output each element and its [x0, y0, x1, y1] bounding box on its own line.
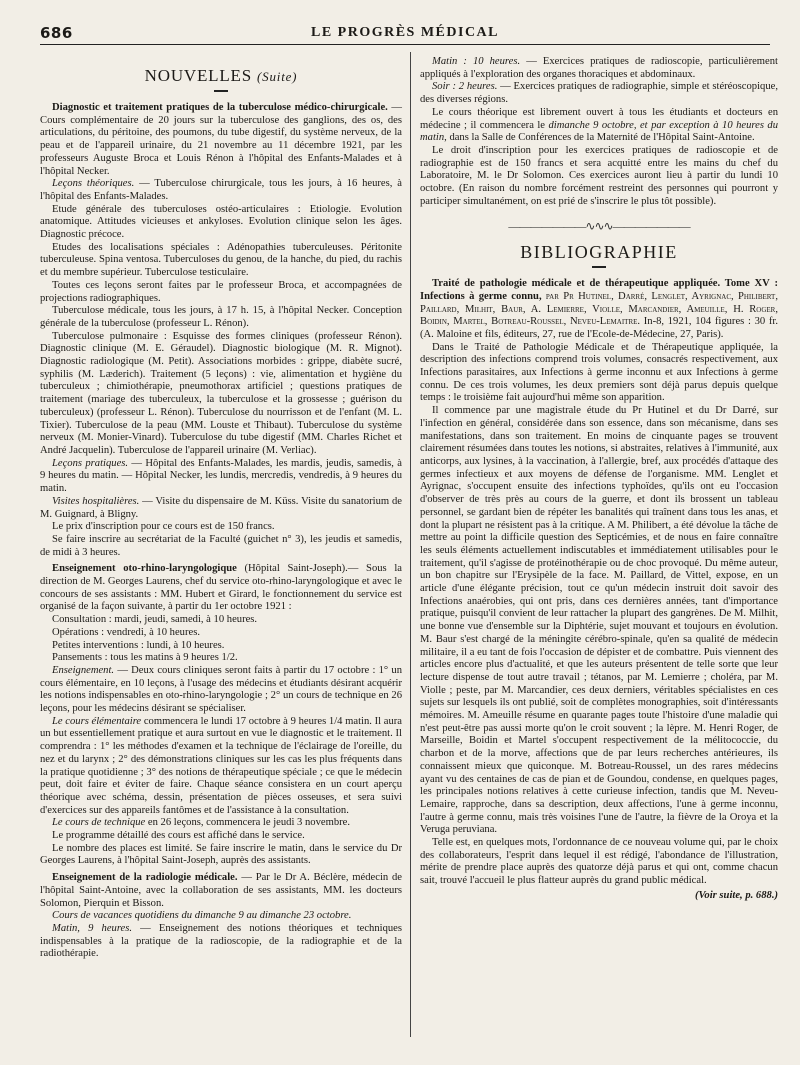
right-column	[420, 56, 778, 903]
book-publisher: In-8, 1921, 104 figures : 30 fr. (A. Maloine et fils, éditeurs, 27, rue de l'Ecole-de-Médecine, 27, Paris).	[420, 316, 779, 340]
schedule-item: Petites interventions : lundi, à 10 heures.	[52, 639, 225, 651]
paragraph: Se faire inscrire au secrétariat de la Faculté (guichet n° 3), les jeudis et samedis, de midi à 3 heures.	[40, 533, 402, 558]
journal-title: LE PROGRÈS MÉDICAL	[310, 25, 500, 40]
pratiques-text: — Hôpital des Enfants-Malades, les mardis, jeudis, samedis, à 9 heures du matin. — Hôpital Necker, les lundis, mercredis, vendredis, à 9 heures du matin.	[40, 457, 402, 495]
enseignement-label: Enseignement.	[52, 664, 115, 676]
cours-theorique-text: Le cours théorique est librement ouvert à tous les étudiants et docteurs en médecine ; il commencera le	[420, 106, 778, 131]
bibliographie-title: BIBLIOGRAPHIE	[520, 242, 678, 263]
left-column	[40, 56, 402, 961]
page-number: 686	[40, 24, 73, 42]
paragraph: Le nombre des places est limité. Se faire inscrire le matin, dans le service du Dr Georges Laurens, à l'hôpital Saint-Joseph, auprès des assistants.	[40, 842, 402, 867]
visites-hospitalieres	[40, 496, 402, 521]
ornament-divider: ———————∿∿∿———————	[508, 219, 690, 234]
title-rule	[214, 90, 228, 92]
radiologie-heading: Enseignement de la radiologie médicale.	[52, 872, 238, 884]
schedule-item: Pansements : tous les matins à 9 heures 1/2.	[52, 652, 238, 664]
paragraph: Le programme détaillé des cours est affiché dans le service.	[52, 830, 305, 842]
lecons-label: Leçons théoriques.	[52, 178, 135, 190]
paragraph: Etude générale des tuberculoses ostéo-articulaires : Etiologie. Evolution anatomique. Attitudes vicieuses et ankyloses. Evolution clinique selon les âges. Diagnostic précoce.	[40, 203, 402, 241]
oto-rhino-text: (Hôpital Saint-Joseph).— Sous la direction de M. Georges Laurens, chef du service oto-rhino-laryngologique et avec le concours de ses assistants : MM. Hubert et Girard, le fonctionnement du service est organisé de la façon suivante, à partir du 1er octobre 1921 :	[40, 563, 402, 613]
matin-9-label: Matin, 9 heures.	[52, 923, 133, 934]
cours-technique-text: en 26 leçons, commencera le jeudi 3 novembre.	[145, 817, 351, 829]
matin-9-text: — Enseignement des notions théoriques et techniques indispensables à la pratique de la radioscopie, de la radiographie et de la radiothérapie.	[40, 923, 403, 960]
pratiques-label: Leçons pratiques.	[52, 457, 129, 469]
radiologie-intro	[40, 872, 402, 910]
paragraph: Etudes des localisations spéciales : Adénopathies tuberculeuses. Péritonite tuberculeuse. Spina ventosa. Tuberculoses du genou, de la hanche, du pied, du rachis et du membre supérieur. Tuberculose testiculaire.	[40, 241, 402, 279]
soir	[420, 81, 778, 106]
cours-elementaire-text: commencera le lundi 17 octobre à 9 heures 1/4 matin. Il aura un but essentiellement pratique et aura surtout en vue le diagnostic et le traitement. Il comprendra : 1° les méthodes d'examen et la technique de l'éclairage de l'oreille, du nez et du larynx ; 2° des démonstrations cliniques sur les cas les plus fréquents dans la pratique quotidienne ; 3° des notions de thérapeutique spéciale ; ce que le médecin peut, doit faire et éviter de faire. Chaque séance consistera en un court aperçu théorique avec schéma, dessin, présentation de pièces osseuses, et sera suivi d'exercices sur des appareils fantômes et de l'assistance à la consultation.	[40, 715, 402, 816]
tuberculose-intro-text: — Cours complémentaire de 20 jours sur la tuberculose des ganglions, des os, des articulations, du péritoine, des poumons, du tube digestif, du système nerveux, de la peau et de l'appareil urinaire, du 21 novembre au 11 décembre 1921, par les professeurs Auguste Broca et Louis Rénon à l'hôpital des Enfants-Malades et à l'hôpital Necker.	[40, 102, 402, 177]
soir-label: Soir : 2 heures.	[432, 81, 498, 93]
page-header	[40, 22, 770, 45]
schedule-list	[40, 614, 402, 665]
schedule-item: Opérations : vendredi, à 10 heures.	[52, 626, 200, 638]
radiologie-text: — Par le Dr A. Béclère, médecin de l'hôpital Saint-Antoine, avec la collaboration de ses assistants, MM. les docteurs Solomon, Pierquin et Bisson.	[40, 872, 402, 909]
section-title-text: NOUVELLES	[144, 66, 252, 85]
matin-9	[40, 923, 402, 961]
lecons-theoriques	[40, 178, 402, 203]
section-title-suite: (Suite)	[257, 69, 298, 84]
oto-rhino-heading: Enseignement oto-rhino-laryngologique	[52, 563, 237, 575]
book-title: Traité de pathologie médicale et de thérapeutique appliquée. Tome XV : Infections à germe connu,	[420, 278, 778, 302]
cours-vacances: Cours de vacances quotidiens du dimanche 9 au dimanche 23 octobre.	[52, 910, 352, 922]
tuberculose-heading: Diagnostic et traitement pratiques de la tuberculose médico-chirurgicale.	[52, 102, 388, 113]
enseignement	[40, 665, 402, 716]
schedule-item: Consultation : mardi, jeudi, samedi, à 10 heures.	[52, 614, 258, 626]
continued-reference: (Voir suite, p. 688.)	[695, 889, 778, 901]
cours-theorique	[420, 107, 778, 145]
visites-label: Visites hospitalières.	[52, 495, 140, 507]
paragraph: Tuberculose médicale, tous les jours, à 17 h. 15, à l'hôpital Necker. Conception générale de la tuberculose (professeur L. Rénon).	[40, 305, 402, 329]
lecons-pratiques	[40, 458, 402, 496]
paragraph: Telle est, en quelques mots, l'ordonnance de ce nouveau volume qui, par le choix des collaborateurs, l'esprit dans lequel il est rédigé, l'abondance de l'illustration, mérite de prendre place auprès des quatorze déjà parus et qui ont, comme chacun sait, trouvé l'accueil le plus flatteur auprès du grand public médical.	[420, 837, 778, 887]
paragraph: Le prix d'inscription pour ce cours est de 150 francs.	[52, 521, 275, 533]
cours-theorique-date: dimanche 9 octobre, et par exception à 10 heures du matin	[420, 119, 779, 144]
soir-text: — Exercices pratiques de radiographie, simple et stéréoscopique, des diverses régions.	[420, 81, 778, 106]
book-authors: par Pr Hutinel, Darré, Lenglet, Ayrignac, Philibert, Paillard, Milhit, Baur, A. Lemierre, Violle, Marcandier, Ameuille, H. Roger, Boidin, Martel, Botreau-Roussel, Neveu-Lemaitre.	[420, 290, 778, 328]
cours-technique	[40, 817, 402, 830]
title-rule	[592, 266, 606, 268]
lecons-text: — Tuberculose chirurgicale, tous les jours, à 16 heures, à l'hôpital des Enfants-Malades.	[40, 178, 402, 202]
enseignement-text: — Deux cours cliniques seront faits à partir du 17 octobre : 1° un cours élémentaire, en 10 leçons, à l'usage des médecins et étudiants désirant acquérir les notions indispensables en oto-rhino-laryngologie ; 2° un cours de technique en 26 leçons, pour les médecins désirant se spécialiser.	[40, 664, 402, 715]
cours-theorique-tail: , dans la Salle de Conférences de la Maternité de l'Hôpital Saint-Antoine.	[444, 132, 755, 144]
cours-elementaire	[40, 716, 402, 818]
book-reference	[420, 278, 778, 342]
matin-10	[420, 56, 778, 81]
visites-text: — Visite du dispensaire de M. Küss. Visite du sanatorium de M. Guignard, à Bligny.	[40, 495, 402, 520]
tuberculose-intro	[40, 102, 402, 178]
paragraph: Tuberculose pulmonaire : Esquisse des formes cliniques (professeur Rénon). Diagnostic clinique (M. E. Géraudel). Diagnostic biologique (M. R. Mignot). Diagnostic radiologique (M. Petit). Associations morbides : grippe, diabète sucré, syphilis (M. Læderich). Traitement (5 leçons) : vie, alimentation et hygiène du tuberculeux ; chimiothérapie, pneumothorax artificiel ; questions pratiques de traitement (mariage des tuberculeux, la tuberculose et la grossesse ; guérison du tuberculeux) (professeur L. Rénon). Tuberculose du nourrisson et de l'enfant (M. L. Tixier). Tuberculose de la peau (MM. Louste et Thibaut). Tuberculose du système nerveux (M. Monier-Vinard). Tuberculose du tube digestif (MM. Charles Richet et André Jacquelin). Tuberculose de l'appareil urinaire (M. Verliac).	[40, 330, 402, 456]
column-divider	[410, 52, 411, 1037]
matin-10-text: — Exercices pratiques de radioscopie, particulièrement appliqués à l'exploration des organes thoraciques et abdominaux.	[420, 56, 778, 80]
oto-rhino-intro	[40, 563, 402, 614]
section-title-nouvelles	[40, 66, 402, 87]
paragraph: Le droit d'inscription pour les exercices pratiques de radioscopie et de radiographie est de 150 francs et sera acquitté entre les mains du chef du Laboratoire, M. le Dr Solomon. Ces exercices auront lieu à partir du lundi 10 octobre. (En raison du nombre forcément restreint des personnes qui pourront y participer simultanément, on est prié de s'inscrire le plus tôt possible).	[420, 144, 778, 207]
cours-elementaire-label: Le cours élémentaire	[52, 715, 142, 727]
matin-10-label: Matin : 10 heures.	[432, 56, 521, 67]
cours-technique-label: Le cours de technique	[52, 817, 146, 829]
paragraph: Dans le Traité de Pathologie Médicale et de Thérapeutique appliquée, la description des infections comprend trois volumes, consacrés respectivement, aux Infections parasitaires, aux Infections à germe inconnu et aux Infections à germe connu. De ces trois volumes, les deux premiers sont déjà parus depuis quelque temps : le troisième fait aujourd'hui même son apparition.	[420, 341, 778, 404]
paragraph: Il commence par une magistrale étude du Pr Hutinel et du Dr Darré, sur l'infection en général, considérée dans son essence, dans son mécanisme, dans ses manifestations, dans son traitement. En moins de cinquante pages se trouvent clairement résumées dans toutes les notions, si abstraites, relatives à l'immunité, aux anticorps, aux lysines, à la vaccination, à l'allergie, bref, aux procédés d'attaque des germes infectieux et aux moyens de défense de l'organisme. MM. Lenglet et Ayrignac, s'occupent ensuite des infections typhoïdes, qu'ils ont eu l'occasion d'observer de très près au cours de la guerre, et dont ils brossent un tableau personnel, se gardant bien de répéter les banalités qui traînent dans tous les anas, et dont la plupart ne résistent pas à la critique. A M. Philibert, a été dévolue la tâche de mettre au point la difficile question des Septicémies, et de nous en faire connaître les seuls éléments actuellement indiscutables et immédiatement utilisables pour le traitement, qu'il s'agisse de protéinothérapie ou de choc provoqué. Du même auteur, un bon chapitre sur l'Erysipèle de la face. M. Paillard, de Vittel, expose, en un article d'une élégante précision, tout ce qu'un médecin instruit doit savoir des Infections anaérobies, qui ont pris, dans ces dernières années, tant d'importance pratique, puisqu'il convient de leur rattacher la plupart des gangrènes. De M. Milhit, une bonne vue d'ensemble sur la Diphtérie, sujet mouvant et toujours en évolution. M. Baur s'est chargé de la méningite cérébro-spinale, qu'en sa qualité de médecin militaire, il a eu tant de fois l'occasion de dépister et de combattre. Puis viennent des articles encore plus d'actualité, et que les auteurs présentent de telle sorte que leur lecture dispense de tout autre travail ; tétanos, par M. Lemierre ; choléra, par M. Violle ; peste, par M. Marcandier, ces deux derniers, véritables spécialistes en ces sujets sur lesquels ils ont publié, soit de complètes monographies, soit d'intéressants mémoires. M. Ameuille résume en quarante pages toute l'histoire d'une maladie qui n'est peut-être pas aussi morte qu'on le croit souvent ; la lèpre. M. Henri Roger, de Marseille, Boidin et Martel s'occupent respectivement de la mélitococcie, du charbon et de la morve, affections que de par leurs recherches antérieures, ils connaissent mieux que quiconque. M. Botreau-Roussel, un des rares médecins ayant vu des centaines de cas de pian et de Goundou, condense, en quelques pages, les principales notions relatives à cette curieuse infection, tandis que M. Neveu-Lemaire, rapproche, dans sa description, deux affections, l'une à germe inconnu, l'autre à germe connu, mais très voisines l'une de l'autre, la fièvre de la Oroya et la Veruga peruviana.	[420, 405, 778, 836]
paragraph: Toutes ces leçons seront faites par le professeur Broca, et accompagnées de projections radiographiques.	[40, 279, 402, 304]
